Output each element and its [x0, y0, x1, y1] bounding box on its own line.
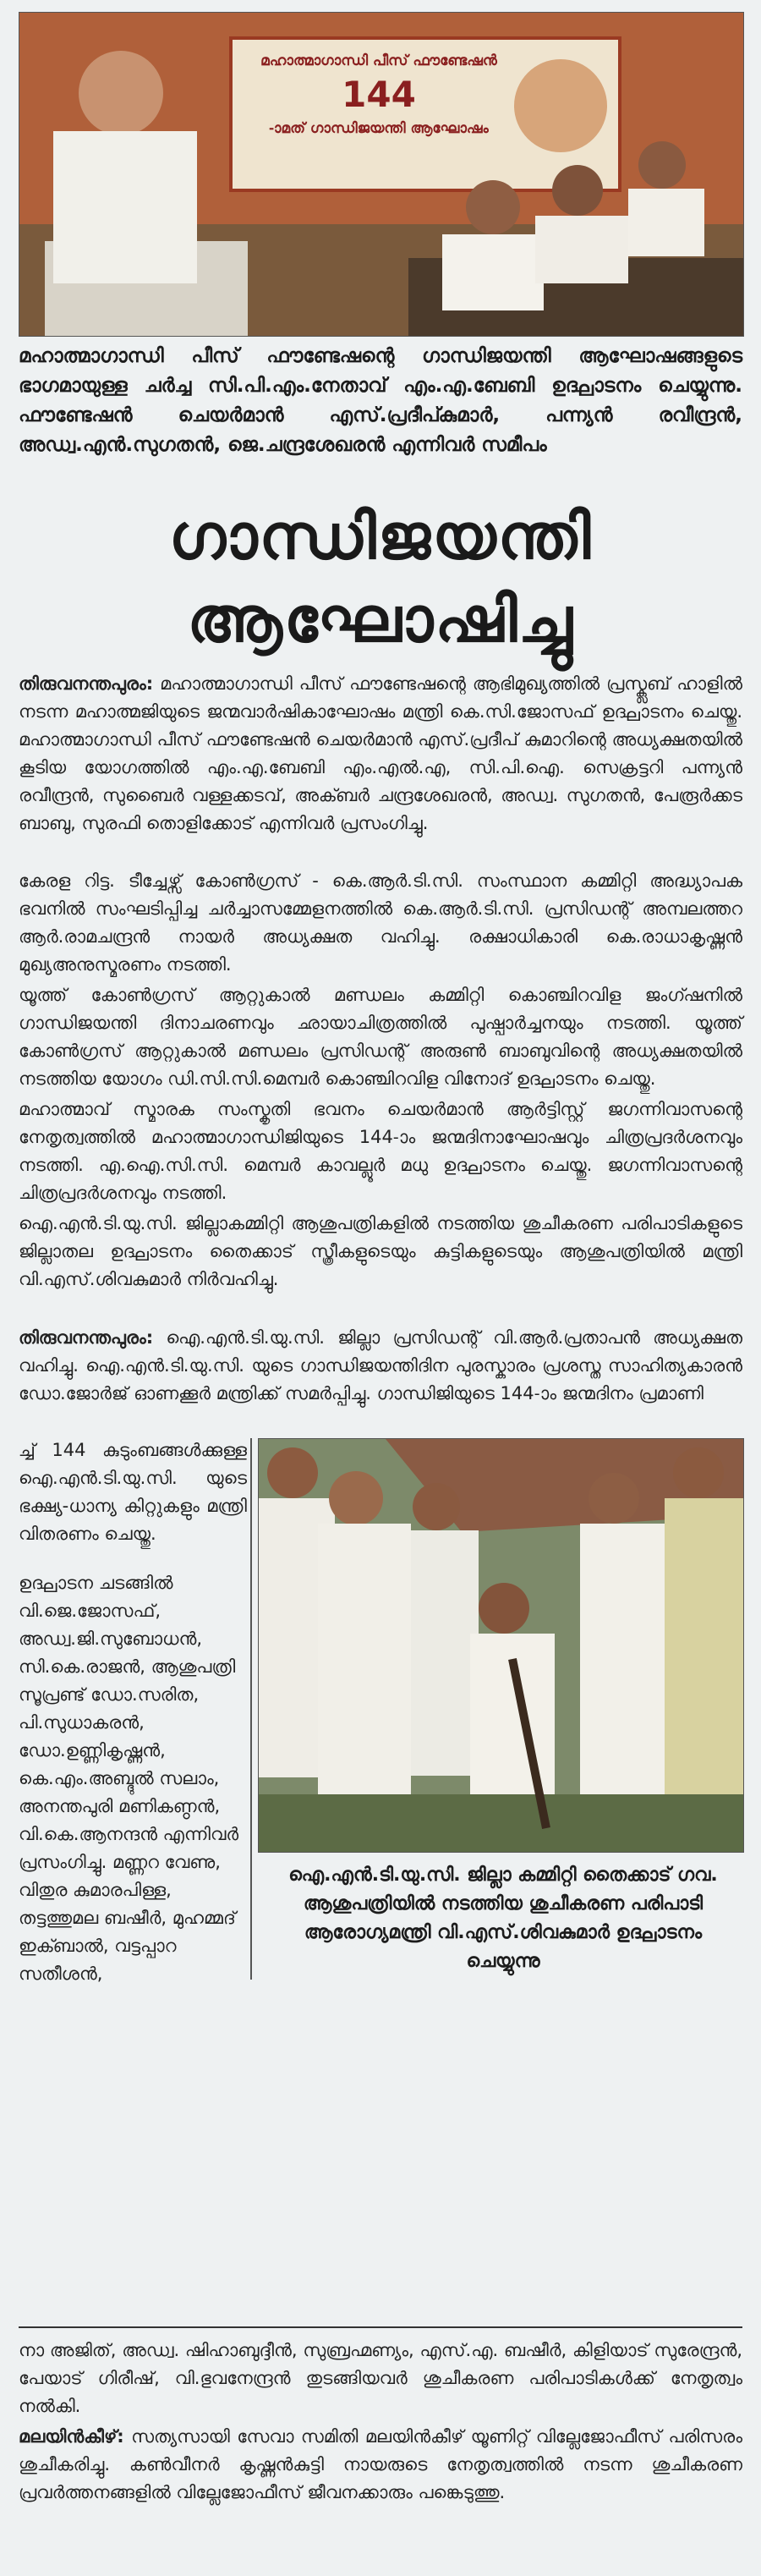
banner-line-1: മഹാത്മാഗാന്ധി പീസ് ഫൗണ്ടേഷൻ: [260, 52, 497, 69]
dateline: തിരുവനന്തപുരം:: [19, 673, 154, 694]
narrow-paragraph-1: ച്ച് 144 കുടുംബങ്ങൾക്കുള്ള ഐ.എൻ.ടി.യു.സി. യുടെ ഭക്ഷ്യ-ധാന്യ കിറ്റുകളും മന്ത്രി വിതരണം ചെയ്തു.: [19, 1440, 247, 1544]
paragraph-1: [19, 670, 742, 838]
dateline-2: തിരുവനന്തപുരം:: [19, 1327, 154, 1348]
paragraph-3: യൂത്ത് കോൺഗ്രസ് ആറ്റുകാൽ മണ്ഡലം കമ്മിറ്റി കൊഞ്ചിറവിള ജംഗ്ഷനിൽ ഗാന്ധിജയന്തി ദിനാചരണവും ഛായാചിത്രത്തിൽ പുഷ്പാർച്ചനയും നടത്തി. യൂത്ത് കോൺഗ്രസ് ആറ്റുകാൽ മണ്ഡലം പ്രസിഡന്റ് അരുൺ ബാബുവിന്റെ അധ്യക്ഷതയിൽ നടത്തിയ യോഗം ഡി.സി.സി.മെമ്പർ കൊഞ്ചിറവിള വിനോദ് ഉദ്ഘാടനം ചെയ്തു.: [19, 985, 742, 1089]
top-photo-caption: മഹാത്മാഗാന്ധി പീസ് ഫൗണ്ടേഷന്റെ ഗാന്ധിജയന്തി ആഘോഷങ്ങളുടെ ഭാഗമായുള്ള ചർച്ച സി.പി.എം.നേതാവ് എം.എ.ബേബി ഉദ്ഘാടനം ചെയ്യുന്നു. ഫൗണ്ടേഷൻ ചെയർമാൻ എസ്.പ്രദീപ്കുമാർ, പന്ന്യൻ രവീന്ദ്രൻ, അഡ്വ.എൻ.സുഗതൻ, ജെ.ചന്ദ്രശേഖരൻ എന്നിവർ സമീപം: [19, 345, 742, 456]
paragraph-4: മഹാത്മാവ് സ്മാരക സംസ്കൃതി ഭവനം ചെയർമാൻ ആർട്ടിസ്റ്റ് ജഗന്നിവാസന്റെ നേതൃത്വത്തിൽ മഹാത്മാഗാന്ധിജിയുടെ 144-ാം ജന്മദിനാഘോഷവും ചിത്രപ്രദർശനവും നടത്തി. എ.ഐ.സി.സി. മെമ്പർ കാവല്ലൂർ മധു ഉദ്ഘാടനം ചെയ്തു. ജഗന്നിവാസന്റെ ചിത്രപ്രദർശനവും നടത്തി.: [19, 1099, 742, 1203]
top-event-photo: [19, 12, 744, 337]
narrow-paragraph-2: ഉദ്ഘാടന ചടങ്ങിൽ വി.ജെ.ജോസഫ്, അഡ്വ.ജി.സുബോധൻ, സി.കെ.രാജൻ, ആശുപത്രി സൂപ്രണ്ട് ഡോ.സരിത, പി.സുധാകരൻ, ഡോ.ഉണ്ണികൃഷ്ണൻ, കെ.എം.അബ്ദുൽ സലാം, അനന്തപുരി മണികണ്ഠൻ, വി.കെ.ആനന്ദൻ എന്നിവർ പ്രസംഗിച്ചു. മണ്ണറ വേണു, വിതുര കുമാരപിള്ള, തട്ടത്തുമല ബഷീർ, മുഹമ്മദ് ഇക്ബാൽ, വട്ടപ്പാറ സതീശൻ,: [19, 1573, 239, 1984]
dateline-3: മലയിൻകീഴ്:: [19, 2426, 124, 2447]
cleaning-drive-photo: [258, 1438, 744, 1853]
banner-text: [235, 50, 523, 140]
bottom-paragraph-2: [19, 2423, 742, 2507]
banner-line-2: 144: [342, 74, 416, 115]
headline: [19, 496, 742, 662]
cleaning-scene-illustration: [259, 1439, 743, 1852]
headline-line-2: ആഘോഷിച്ചു: [187, 584, 574, 656]
headline-line-1: ഗാന്ധിജയന്തി: [168, 501, 593, 574]
section-rule: [19, 2326, 742, 2328]
paragraph-6-text: ഐ.എൻ.ടി.യു.സി. ജില്ലാ പ്രസിഡന്റ് വി.ആർ.പ്രതാപൻ അധ്യക്ഷത വഹിച്ചു. ഐ.എൻ.ടി.യു.സി. യുടെ ഗാന്ധിജയന്തിദിന പുരസ്കാരം പ്രശസ്ത സാഹിത്യകാരൻ ഡോ.ജോർജ് ഓണക്കൂർ മന്ത്രിക്ക് സമർപ്പിച്ചു. ഗാന്ധിജിയുടെ 144-ാം ജന്മദിനം പ്രമാണി: [19, 1327, 742, 1403]
paragraph-6: [19, 1324, 742, 1408]
cleaning-photo-caption: ഐ.എൻ.ടി.യു.സി. ജില്ലാ കമ്മിറ്റി തൈക്കാട് ഗവ. ആശുപത്രിയിൽ നടത്തിയ ശുചീകരണ പരിപാടി ആരോഗ്യമന്ത്രി വി.എസ്.ശിവകുമാർ ഉദ്ഘാടനം ചെയ്യുന്നു: [288, 1865, 718, 1972]
paragraph-5: ഐ.എൻ.ടി.യു.സി. ജില്ലാകമ്മിറ്റി ആശുപത്രികളിൽ നടത്തിയ ശുചീകരണ പരിപാടികളുടെ ജില്ലാതല ഉദ്ഘാടനം തൈക്കാട് സ്ത്രീകളുടെയും കുട്ടികളുടെയും ആശുപത്രിയിൽ മന്ത്രി വി.എസ്.ശിവകുമാർ നിർവഹിച്ചു.: [19, 1213, 742, 1289]
bottom-paragraph-1: നാ അജിത്, അഡ്വ. ഷിഹാബുദ്ദീൻ, സുബ്രഹ്മണ്യം, എസ്.എ. ബഷീർ, കിളിയാട് സുരേന്ദ്രൻ, പേയാട് ഗിരീഷ്, വി.ഭുവനേന്ദ്രൻ തുടങ്ങിയവർ ശുചീകരണ പരിപാടികൾക്ക് നേതൃത്വം നൽകി.: [19, 2340, 742, 2416]
bottom-paragraph-2-text: സത്യസായി സേവാ സമിതി മലയിൻകീഴ് യൂണിറ്റ് വില്ലേജോഫീസ് പരിസരം ശുചീകരിച്ചു. കൺവീനർ കൃഷ്ണൻകുട്ടി നായരുടെ നേതൃത്വത്തിൽ നടന്ന ശുചീകരണ പ്രവർത്തനങ്ങളിൽ വില്ലേജോഫീസ് ജീവനക്കാരും പങ്കെടുത്തു.: [19, 2426, 742, 2502]
banner-line-3: -ാമത് ഗാന്ധിജയന്തി ആഘോഷം: [269, 120, 489, 137]
column-divider: [250, 1438, 252, 1980]
paragraph-2: കേരള റിട്ട. ടീച്ചേഴ്സ് കോൺഗ്രസ് - കെ.ആർ.ടി.സി. സംസ്ഥാന കമ്മിറ്റി അദ്ധ്യാപക ഭവനിൽ സംഘടിപ്പിച്ച ചർച്ചാസമ്മേളനത്തിൽ കെ.ആർ.ടി.സി. പ്രസിഡന്റ് അമ്പലത്തറ ആർ.രാമചന്ദ്രൻ നായർ അധ്യക്ഷത വഹിച്ചു. രക്ഷാധികാരി കെ.രാധാകൃഷ്ണൻ മുഖ്യഅനുസ്മരണം നടത്തി.: [19, 871, 742, 975]
paragraph-1-text: മഹാത്മാഗാന്ധി പീസ് ഫൗണ്ടേഷന്റെ ആഭിമുഖ്യത്തിൽ പ്രസ്ക്ലബ് ഹാളിൽ നടന്ന മഹാത്മജിയുടെ ജന്മവാർഷികാഘോഷം മന്ത്രി കെ.സി.ജോസഫ് ഉദ്ഘാടനം ചെയ്തു. മഹാത്മാഗാന്ധി പീസ് ഫൗണ്ടേഷൻ ചെയർമാൻ എസ്.പ്രദീപ് കുമാറിന്റെ അധ്യക്ഷതയിൽ കൂടിയ യോഗത്തിൽ എം.എ.ബേബി എം.എൽ.എ, സി.പി.ഐ. സെക്രട്ടറി പന്ന്യൻ രവീന്ദ്രൻ, സുബൈർ വള്ളക്കടവ്, അക്ബർ ചന്ദ്രശേഖരൻ, അഡ്വ. സുഗതൻ, പേരൂർക്കട ബാബു, സുരഫി തൊളിക്കോട് എന്നിവർ പ്രസംഗിച്ചു.: [19, 673, 742, 833]
